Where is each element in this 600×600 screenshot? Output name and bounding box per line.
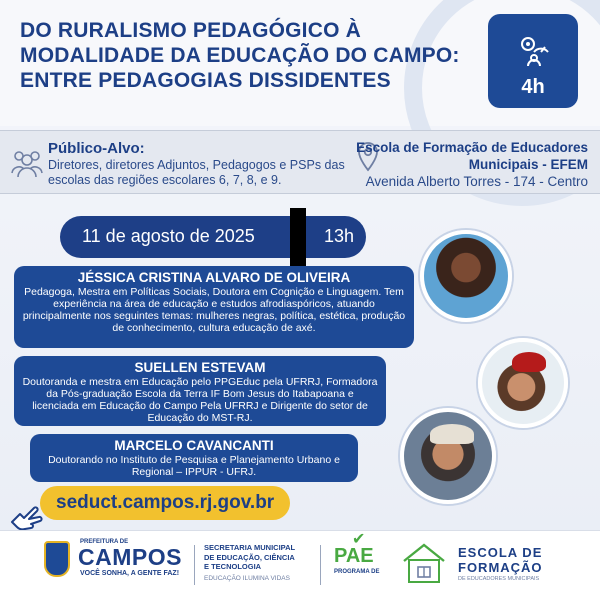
people-icon — [10, 145, 44, 179]
website-url[interactable]: seduct.campos.rj.gov.br — [56, 492, 275, 513]
speaker-bio: Doutoranda e mestra em Educação pelo PPGEduc pela UFRRJ, Formadora da Pós-graduação Escola da Terra IF Bom Jesus do Itabapoana e licenciada em Educação do Campo Pela UFRRJ e Dirigente do setor de Educação do MST-RJ. — [22, 376, 378, 424]
speaker-name: JÉSSICA CRISTINA ALVARO DE OLIVEIRA — [77, 270, 351, 285]
school-house-icon — [398, 539, 450, 587]
event-time: 13h — [324, 226, 355, 246]
prefeitura-label: PREFEITURA DE — [80, 539, 129, 545]
escola-logo-line2: FORMAÇÃO — [458, 560, 543, 575]
campos-crest-icon — [44, 541, 70, 577]
speaker-name: MARCELO CAVANCANTI — [114, 438, 274, 453]
info-band — [0, 130, 600, 194]
speaker-photo — [478, 338, 568, 428]
cap-shape — [512, 352, 546, 372]
campos-logo-text: CAMPOS — [78, 544, 182, 570]
secretaria-line: DE EDUCAÇÃO, CIÊNCIA — [204, 552, 295, 562]
cap-shape — [430, 424, 474, 444]
venue-address: Avenida Alberto Torres - 174 - Centro — [365, 174, 588, 189]
website-link[interactable] — [40, 486, 290, 520]
venue-name: Escola de Formação de Educadores Municipais - EFEM — [356, 140, 588, 172]
pae-subtitle: PROGRAMA DE — [334, 569, 380, 575]
footer-divider — [320, 545, 321, 585]
speaker-card — [14, 266, 414, 348]
campos-slogan: VOCÊ SONHA, A GENTE FAZ! — [80, 570, 180, 577]
speaker-card — [30, 434, 358, 482]
footer-logos — [0, 530, 600, 600]
duration-gear-icon — [518, 34, 550, 66]
duration-hours: 4h — [521, 76, 545, 98]
escola-logo-line1: ESCOLA DE — [458, 545, 543, 560]
event-date: 11 de agosto de 2025 — [82, 226, 255, 246]
secretaria-line: SECRETARIA MUNICIPAL — [204, 543, 296, 552]
speaker-bio: Doutorando no Instituto de Pesquisa e Planejamento Urbano e Regional – IPPUR - UFRJ. — [48, 454, 340, 478]
secretaria-logo — [204, 543, 295, 572]
event-title: DO RURALISMO PEDAGÓGICO À MODALIDADE DA EDUCAÇÃO DO CAMPO: ENTRE PEDAGOGIAS DISSIDENTES — [20, 19, 460, 92]
footer-divider — [194, 545, 195, 585]
date-separator — [290, 208, 306, 266]
duration-badge — [488, 14, 578, 108]
speaker-bio: Pedagoga, Mestra em Políticas Sociais, Doutora em Cognição e Linguagem. Tem experiência na área de educação e estudos afrodiaspóricos, atuando principalmente nos seguintes temas: mulheres negras, política, estética, produção de conhecimento, cultura educação de axé. — [22, 286, 406, 334]
audience-label: Público-Alvo: — [48, 140, 145, 157]
escola-logo-line3: DE EDUCADORES MUNICIPAIS — [458, 576, 540, 582]
speaker-photo — [420, 230, 512, 322]
audience-text: Diretores, diretores Adjuntos, Pedagogos e PSPs das escolas das regiões escolares 6, 7, 8, e 9. — [48, 158, 345, 187]
speaker-photo — [400, 408, 496, 504]
speaker-name: SUELLEN ESTEVAM — [134, 360, 266, 375]
pae-logo: PAE — [334, 545, 374, 567]
secretaria-line: E TECNOLOGIA — [204, 562, 262, 571]
checkmark-icon: ✔ — [352, 531, 366, 548]
venue-block — [338, 139, 588, 190]
secretaria-slogan: EDUCAÇÃO ILUMINA VIDAS — [204, 575, 290, 582]
date-time-pill — [60, 216, 366, 258]
speaker-card — [14, 356, 386, 426]
